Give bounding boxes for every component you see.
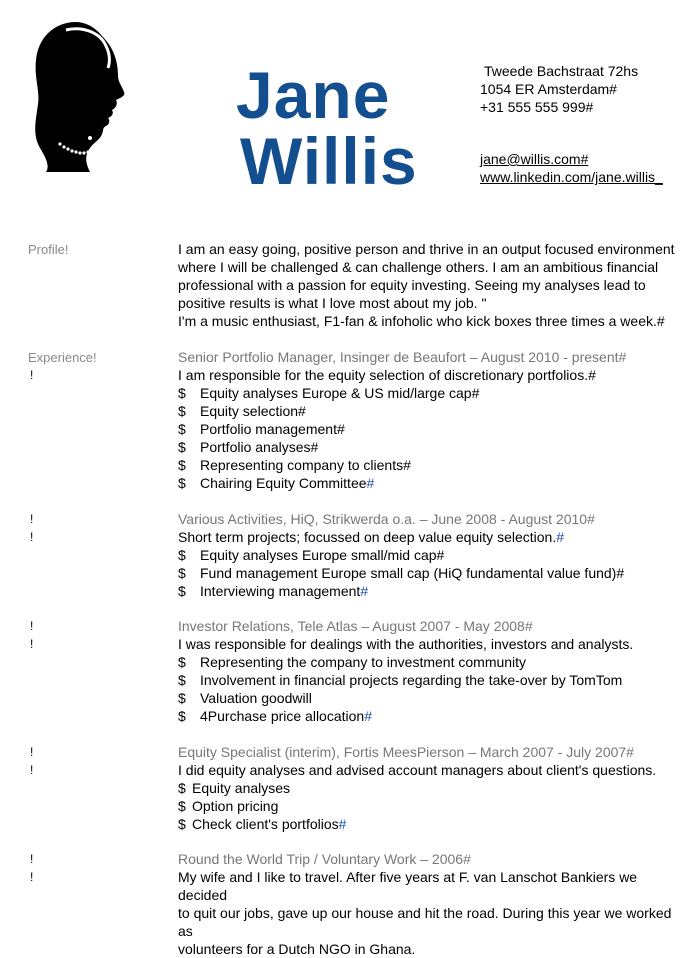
list-item: $ Representing the company to investment community [178,654,527,670]
contact-block [480,150,663,186]
phone-number: +31 555 555 999# [480,99,594,115]
linkedin-link[interactable]: www.linkedin.com/jane.willis_ [480,169,663,185]
job-description: Short term projects; focussed on deep value equity selection.# [178,529,565,545]
profile-line: where I will be challenged & can challenge others. I am an ambitious financial [178,259,659,275]
list-item: $ Valuation goodwill [178,690,312,706]
profile-line: I'm a music enthusiast, F1-fan & infoholic who kick boxes three times a week.# [178,313,665,329]
address-block [480,62,638,116]
marker: ! [30,368,34,382]
profile-line: positive results is what I love most about my job. " [178,295,487,311]
marker: ! [30,745,34,759]
list-item: $ Equity analyses [178,780,291,796]
address-street: Tweede Bachstraat 72hs [484,63,639,79]
list-item: $ Fund management Europe small cap (HiQ fundamental value fund)# [178,565,625,581]
marker: ! [30,530,34,544]
job-description: I am responsible for the equity selection of discretionary portfolios.# [178,367,596,383]
job-title: Equity Specialist (interim), Fortis MeesPierson – March 2007 - July 2007# [178,744,634,760]
list-item: $ 4Purchase price allocation# [178,708,373,724]
job-title: Round the World Trip / Voluntary Work – 2006# [178,851,471,867]
list-item: $ Chairing Equity Committee# [178,475,375,491]
list-item: $ Involvement in financial projects regarding the take-over by TomTom [178,672,623,688]
experience-label: Experience! [28,350,97,365]
marker: ! [30,763,34,777]
list-item: $ Interviewing management# [178,583,369,599]
list-item: $ Portfolio analyses# [178,439,319,455]
first-name: Jane [236,58,391,132]
marker: ! [30,870,34,884]
job-description: I did equity analyses and advised account managers about client's questions. [178,762,657,778]
job-description-line: to quit our jobs, gave up our house and hit the road. During this year we worked as [178,905,672,939]
job-entry [178,850,678,958]
list-item: $ Representing company to clients# [178,457,411,473]
job-entry [178,348,678,492]
job-description: I was responsible for dealings with the authorities, investors and analysts. [178,636,634,652]
marker: ! [30,512,34,526]
job-description-line: My wife and I like to travel. After five years at F. van Lanschot Bankiers we decided [178,869,638,903]
list-item: $ Equity selection# [178,403,306,419]
list-item: $ Equity analyses Europe small/mid cap# [178,547,445,563]
list-item: $ Option pricing [178,798,279,814]
list-item: $ Portfolio management# [178,421,345,437]
profile-line: I am an easy going, positive person and thrive in an output focused environment [178,241,675,257]
job-title: Various Activities, HiQ, Strikwerda o.a. – June 2008 - August 2010# [178,511,595,527]
marker: ! [30,852,34,866]
job-entry [178,617,678,725]
profile-label: Profile! [28,242,69,257]
job-title: Investor Relations, Tele Atlas – August 2007 - May 2008# [178,618,533,634]
last-name: Willis [240,124,418,198]
marker: ! [30,619,34,633]
job-entry [178,743,678,833]
profile-text [178,240,678,330]
silhouette-portrait-image [30,16,140,174]
marker: ! [30,637,34,651]
list-item: $ Check client's portfolios# [178,816,347,832]
profile-line: professional with a passion for equity investing. Seeing my analyses lead to [178,277,646,293]
job-description-line: volunteers for a Dutch NGO in Ghana. [178,941,416,957]
job-entry [178,510,678,600]
job-title: Senior Portfolio Manager, Insinger de Beaufort – August 2010 - present# [178,349,627,365]
list-item: $ Equity analyses Europe & US mid/large cap# [178,385,480,401]
email-link[interactable]: jane@willis.com# [480,151,589,167]
address-city: 1054 ER Amsterdam# [480,81,617,97]
